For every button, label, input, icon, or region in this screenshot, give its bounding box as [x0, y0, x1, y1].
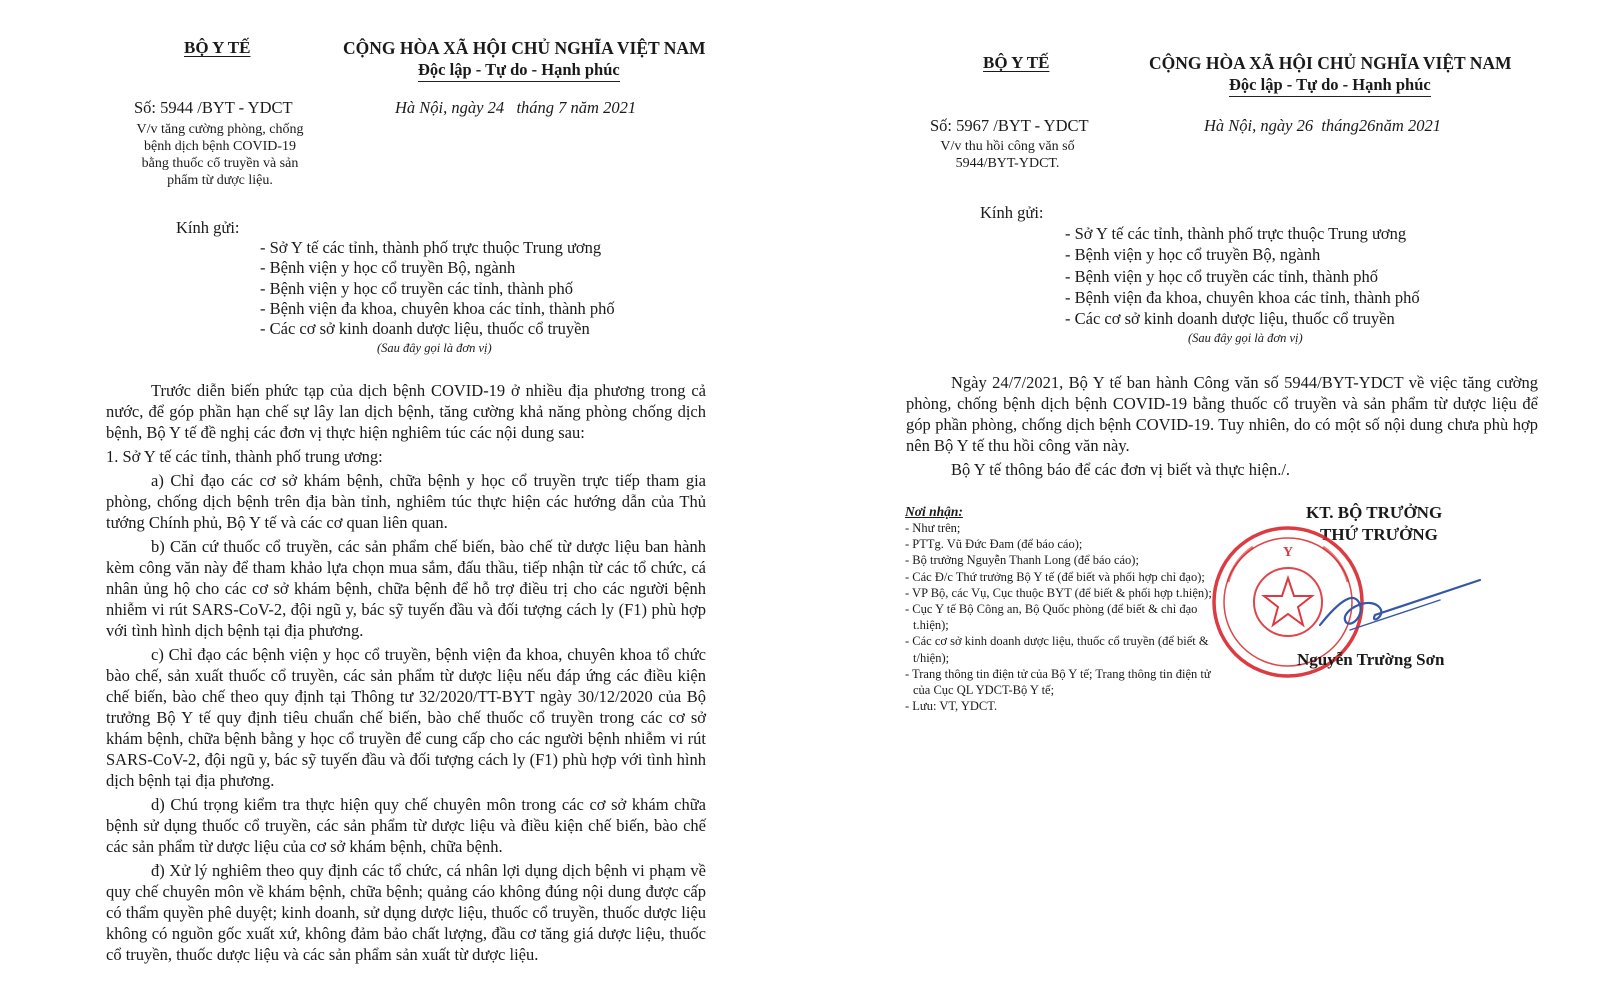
recipient-line: của Cục QL YDCT-Bộ Y tế; — [913, 683, 1055, 698]
document-subject: V/v tăng cường phòng, chống bệnh dịch bệnh COVID-19 bằng thuốc cổ truyền và sản phẩm từ dược liệu. — [136, 122, 304, 188]
motto: Độc lập - Tự do - Hạnh phúc — [1229, 75, 1431, 97]
signer-name: Nguyễn Trường Sơn — [1297, 650, 1445, 669]
recipient-line: - Cục Y tế Bộ Công an, Bộ Quốc phòng (để biết & chỉ đạo — [905, 602, 1198, 617]
recipient-line: - Trang thông tin điện tử của Bộ Y tế; Trang thông tin điện tử — [905, 666, 1211, 681]
body-text — [106, 380, 706, 968]
recipient-item: - Bệnh viện y học cổ truyền các tỉnh, thành phố — [1065, 267, 1378, 286]
signer-title-1: KT. BỘ TRƯỞNG — [1306, 503, 1443, 522]
body-paragraph-2: Bộ Y tế thông báo để các đơn vị biết và thực hiện./. — [951, 460, 1291, 479]
signer-title-2: THỨ TRƯỞNG — [1320, 525, 1438, 544]
document-number: Số: 5967 /BYT - YDCT — [930, 116, 1089, 135]
document-right-5967 — [870, 0, 1600, 1000]
recipients-note: (Sau đây gọi là đơn vị) — [377, 341, 492, 355]
handwritten-signature — [1300, 570, 1500, 650]
agency-name: BỘ Y TẾ — [983, 53, 1050, 72]
recipient-item: - Bệnh viện y học cổ truyền Bộ, ngành — [260, 258, 516, 277]
nation-header: CỘNG HÒA XÃ HỘI CHỦ NGHĨA VIỆT NAM — [1149, 53, 1512, 73]
recipient-item: - Bệnh viện y học cổ truyền các tỉnh, thành phố — [260, 279, 573, 298]
recipient-line: t/hiện); — [913, 650, 950, 665]
item-b: b) Căn cứ thuốc cổ truyền, các sản phẩm chế biến, bào chế từ dược liệu ban hành kèm công văn này để tham khảo lựa chọn mua sắm, đấu thầu, tiếp nhận từ các tổ chức, cá nhân ủng hộ cho các cơ sở khám bệnh, chữa bệnh để hỗ trợ điều trị cho các người bệnh nhiễm vi rút SARS-CoV-2, đội ngũ y, bác sỹ tuyến đầu và đối tượng cách ly (F1) phù hợp với tình hình dịch bệnh tại địa phương. — [106, 537, 706, 640]
section-heading: 1. Sở Y tế các tỉnh, thành phố trung ương: — [106, 447, 383, 466]
greeting: Kính gửi: — [980, 203, 1044, 222]
body-text — [906, 372, 1538, 483]
recipients-note: (Sau đây gọi là đơn vị) — [1188, 331, 1303, 345]
recipient-item: - Bệnh viện đa khoa, chuyên khoa các tỉnh, thành phố — [260, 299, 615, 318]
body-paragraph-1: Ngày 24/7/2021, Bộ Y tế ban hành Công văn số 5944/BYT-YDCT về việc tăng cường phòng, chống bệnh dịch bệnh COVID-19 bằng thuốc cổ truyền và sản phẩm từ dược liệu để góp phần phòng, chống dịch bệnh COVID-19. Tuy nhiên, do có một số nội dung chưa phù hợp nên Bộ Y tế thu hồi công văn này. — [906, 373, 1538, 455]
document-subject: V/v thu hồi công văn số 5944/BYT-YDCT. — [940, 139, 1075, 171]
recipient-line: - Các cơ sở kinh doanh dược liệu, thuốc cổ truyền (để biết & — [905, 634, 1209, 649]
recipient-line: - Bộ trưởng Nguyễn Thanh Long (để báo cáo); — [905, 553, 1139, 568]
recipient-item: - Các cơ sở kinh doanh dược liệu, thuốc cổ truyền — [1065, 309, 1395, 328]
greeting: Kính gửi: — [176, 218, 240, 237]
agency-name: BỘ Y TẾ — [184, 38, 251, 57]
motto: Độc lập - Tự do - Hạnh phúc — [418, 60, 620, 82]
intro-paragraph: Trước diễn biến phức tạp của dịch bệnh COVID-19 ở nhiều địa phương trong cả nước, để góp phần hạn chế sự lây lan dịch bệnh, tăng cường khả năng phòng chống dịch bệnh, Bộ Y tế đề nghị các đơn vị thực hiện nghiêm túc các nội dung sau: — [106, 381, 706, 442]
recipient-item: - Các cơ sở kinh doanh dược liệu, thuốc cổ truyền — [260, 319, 590, 338]
recipient-item: - Sở Y tế các tỉnh, thành phố trực thuộc Trung ương — [260, 238, 602, 257]
nation-header: CỘNG HÒA XÃ HỘI CHỦ NGHĨA VIỆT NAM — [343, 38, 706, 58]
document-date: Hà Nội, ngày 24 tháng 7 năm 2021 — [395, 98, 637, 117]
item-d: d) Chú trọng kiểm tra thực hiện quy chế chuyên môn trong các cơ sở khám chữa bệnh sử dụng thuốc cổ truyền, các sản phẩm từ dược liệu và điều kiện chế biến, bào chế các sản phẩm từ dược liệu của cơ sở khám bệnh, chữa bệnh. — [106, 795, 706, 856]
recipient-line: - VP Bộ, các Vụ, Cục thuộc BYT (để biết & phối hợp t.hiện); — [905, 585, 1212, 600]
svg-text:Y: Y — [1282, 545, 1294, 560]
recipient-line: - Như trên; — [905, 521, 961, 535]
recipient-item: - Bệnh viện đa khoa, chuyên khoa các tỉnh, thành phố — [1065, 288, 1420, 307]
document-left-5944 — [0, 0, 760, 1000]
document-number: Số: 5944 /BYT - YDCT — [134, 98, 293, 117]
recipient-item: - Sở Y tế các tỉnh, thành phố trực thuộc Trung ương — [1065, 224, 1407, 243]
recipient-line: t.hiện); — [913, 618, 949, 633]
recipient-line: - Lưu: VT, YDCT. — [905, 699, 998, 714]
recipients-title: Nơi nhận: — [905, 504, 963, 519]
recipient-line: - PTTg. Vũ Đức Đam (để báo cáo); — [905, 537, 1083, 552]
recipient-line: - Các Đ/c Thứ trưởng Bộ Y tế (để biết và phối hợp chỉ đạo); — [905, 569, 1205, 584]
item-c: c) Chỉ đạo các bệnh viện y học cổ truyền, bệnh viện đa khoa, chuyên khoa tổ chức bào chế, sản xuất thuốc cổ truyền, các sản phẩm từ dược liệu nếu đáp ứng các điều kiện chế biến, bào chế theo quy định tại Thông tư 32/2020/TT-BYT ngày 30/12/2020 của Bộ trưởng Bộ Y tế quy định tiêu chuẩn chế biến, bào chế thuốc cổ truyền trong các cơ sở khám bệnh, chữa bệnh bằng y học cổ truyền để cung cấp cho các người bệnh nhiễm vi rút SARS-CoV-2, đội ngũ y, bác sỹ tuyến đầu và đối tượng cách ly (F1) phù hợp với tình hình dịch bệnh tại địa phương. — [106, 645, 706, 790]
item-a: a) Chỉ đạo các cơ sở khám bệnh, chữa bệnh y học cổ truyền trực tiếp tham gia phòng, chống dịch bệnh trên địa bàn tỉnh, nghiêm túc thực hiện các hướng dẫn của Thủ tướng Chính phủ, Bộ Y tế và các cơ quan liên quan. — [106, 471, 706, 532]
recipient-item: - Bệnh viện y học cổ truyền Bộ, ngành — [1065, 245, 1321, 264]
item-dd: đ) Xử lý nghiêm theo quy định các tổ chức, cá nhân lợi dụng dịch bệnh vi phạm về quy chế chuyên môn về khám bệnh, chữa bệnh; quảng cáo không đúng nội dung được cấp có thẩm quyền phê duyệt; kinh doanh, sử dụng dược liệu, thuốc cổ truyền, thuốc dược liệu không có nguồn gốc xuất xứ, không đảm bảo chất lượng, đầu cơ tăng giá dược liệu, thuốc cổ truyền, thuốc dược liệu và các sản phẩm sản xuất từ dược liệu. — [106, 861, 706, 964]
document-date: Hà Nội, ngày 26 tháng26năm 2021 — [1204, 116, 1441, 135]
